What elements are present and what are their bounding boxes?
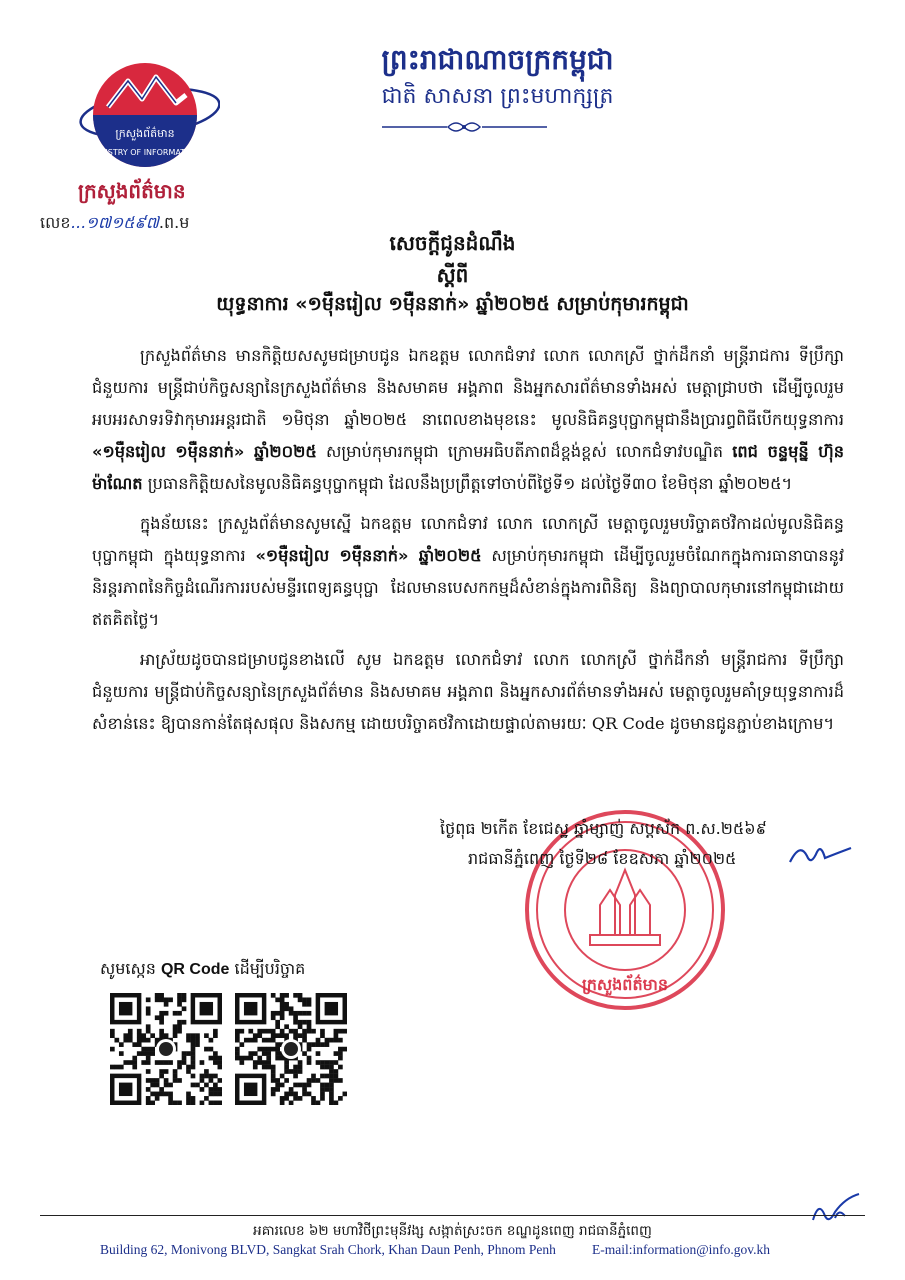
footer-address-kh: អគារលេខ ៦២ មហាវិថីព្រះមុនីវង្ស សង្កាត់ស្រះចក ខណ្ឌដូនពេញ រាជធានីភ្នំពេញ — [253, 1223, 652, 1239]
p1-text-b: សម្រាប់កុមារកម្ពុជា ក្រោមអធិបតីភាពដ៏ខ្ពង់ខ្ពស់ លោកជំទាវបណ្ឌិត — [326, 442, 724, 461]
p2-text-b: សម្រាប់កុមារកម្ពុជា ដើម្បីចូលរួមចំណែកក្នុងការធានាបាននូវនិរន្តរភាពនៃកិច្ចដំណើរការរបស់មន្ទីរពេទ្យគន្ធបុប្ផា ដែលមានបេសកកម្មដ៏សំខាន់ក្នុងការពិនិត្យ និងព្យាបាលកុមារនៅកម្ពុជាដោយឥតគិតថ្លៃ។ — [92, 546, 844, 629]
p2-text-a: ក្នុងន័យនេះ ក្រសួងព័ត៌មានសូមស្នើ ឯកឧត្តម លោកជំទាវ លោក លោកស្រី មេត្តាចូលរួមបរិច្ចាគថវិកាដល់មូលនិធិគន្ធបុប្ផាកម្ពុជា ក្នុងយុទ្ធនាការ — [92, 514, 844, 565]
kingdom-heading: ព្រះរាជាណាចក្រកម្ពុជា — [381, 43, 614, 76]
paragraph-3: អាស្រ័យដូចបានជម្រាបជូនខាងលើ សូម ឯកឧត្តម លោកជំទាវ លោក លោកស្រី ថ្នាក់ដឹកនាំ មន្ត្រីរាជការ ទីប្រឹក្សា ជំនួយការ មន្ត្រីជាប់កិច្ចសន្យានៃក្រសួងព័ត៌មាន និងសមាគម អង្គភាព និងអ្នកសារព័ត៌មានទាំងអស់ មេត្តាចូលរួមគាំទ្រយុទ្ធនាការដ៏សំខាន់នេះ ឱ្យបានកាន់តែផុសផុល និងសកម្ម ដោយបរិច្ចាគថវិកាដោយផ្ទាល់តាមរយៈ QR Code ដូចមានជូនភ្ជាប់ខាងក្រោម។ — [92, 650, 844, 733]
svg-text:ក្រសួងព័ត៌មាន: ក្រសួងព័ត៌មាន — [581, 975, 669, 994]
svg-text:ក្រសួងព័ត៌មាន: ក្រសួងព័ត៌មាន — [115, 127, 175, 140]
reference-handwritten-number: ...១៧១៥៩៧ — [70, 213, 159, 232]
svg-text:MINISTRY OF INFORMATION: MINISTRY OF INFORMATION — [90, 148, 200, 157]
document-type: សេចក្តីជូនដំណឹង — [389, 231, 516, 255]
reference-suffix: .ព.ម — [158, 213, 190, 232]
qr-caption-b: ដើម្បីបរិច្ចាគ — [234, 959, 306, 978]
lunar-date: ថ្ងៃពុធ ២កើត ខែជេស្ឋ ឆ្នាំម្សាញ់ សប្តស័ក ព.ស.២៥៦៩ — [440, 819, 767, 838]
p1-text-a: ក្រសួងព័ត៌មាន មានកិត្តិយសសូមជម្រាបជូន ឯកឧត្តម លោកជំទាវ លោក លោកស្រី ថ្នាក់ដឹកនាំ មន្ត្រីរាជការ ទីប្រឹក្សា ជំនួយការ មន្ត្រីជាប់កិច្ចសន្យានៃក្រសួងព័ត៌មាន និងសមាគម អង្គភាព និងអ្នកសារព័ត៌មានទាំងអស់ មេត្តាជ្រាបថា ដើម្បីចូលរួមអបអរសាទរទិវាកុមារអន្តរជាតិ ១មិថុនា ឆ្នាំ២០២៥ នាពេលខាងមុខនេះ មូលនិធិគន្ធបុប្ផាកម្ពុជានឹងប្រារព្ធពិធីបើកយុទ្ធនាការ — [92, 346, 844, 429]
paragraph-2 — [92, 508, 844, 636]
footer-address-en: Building 62, Monivong BLVD, Sangkat Srah Chork, Khan Daun Penh, Phnom Penh — [100, 1242, 556, 1257]
p1-patron-name: ពេជ ចន្ទមុន្នី ហ៊ុន ម៉ាណែត — [92, 442, 844, 493]
signature-icon — [785, 840, 855, 870]
qr-code-2[interactable] — [235, 993, 347, 1105]
p1-campaign-name: «១ម៉ឺនរៀល ១ម៉ឺននាក់» ឆ្នាំ២០២៥ — [92, 442, 317, 461]
national-motto: ជាតិ សាសនា ព្រះមហាក្សត្រ — [381, 84, 614, 109]
ministry-name: ក្រសួងព័ត៌មាន — [78, 179, 186, 203]
qr-caption — [100, 958, 305, 982]
document-subject: យុទ្ធនាការ «១ម៉ឺនរៀល ១ម៉ឺននាក់» ឆ្នាំ២០២៥ សម្រាប់កុមារកម្ពុជា — [216, 293, 689, 315]
paragraph-1 — [92, 340, 844, 500]
qr-caption-a: សូមស្កេន — [100, 959, 156, 978]
ornament-divider-icon — [382, 118, 547, 136]
about-label: ស្តីពី — [436, 263, 469, 287]
qr-caption-code: QR Code — [160, 961, 230, 978]
document-body — [92, 340, 844, 748]
solar-date: រាជធានីភ្នំពេញ ថ្ងៃទី២៨ ខែឧសភា ឆ្នាំ២០២៥ — [468, 849, 737, 868]
footer-email: E-mail:information@info.gov.kh — [592, 1242, 771, 1257]
reference-label: លេខ — [40, 213, 71, 232]
footer-divider — [40, 1215, 865, 1216]
qr-code-1[interactable] — [110, 993, 222, 1105]
p2-campaign-name: «១ម៉ឺនរៀល ១ម៉ឺននាក់» ឆ្នាំ២០២៥ — [255, 546, 482, 565]
p1-text-c: ប្រធានកិត្តិយសនៃមូលនិធិគន្ធបុប្ផាកម្ពុជា ដែលនឹងប្រព្រឹត្តទៅចាប់ពីថ្ងៃទី១ ដល់ថ្ងៃទី៣០ ខែមិថុនា ឆ្នាំ២០២៥។ — [147, 474, 793, 493]
